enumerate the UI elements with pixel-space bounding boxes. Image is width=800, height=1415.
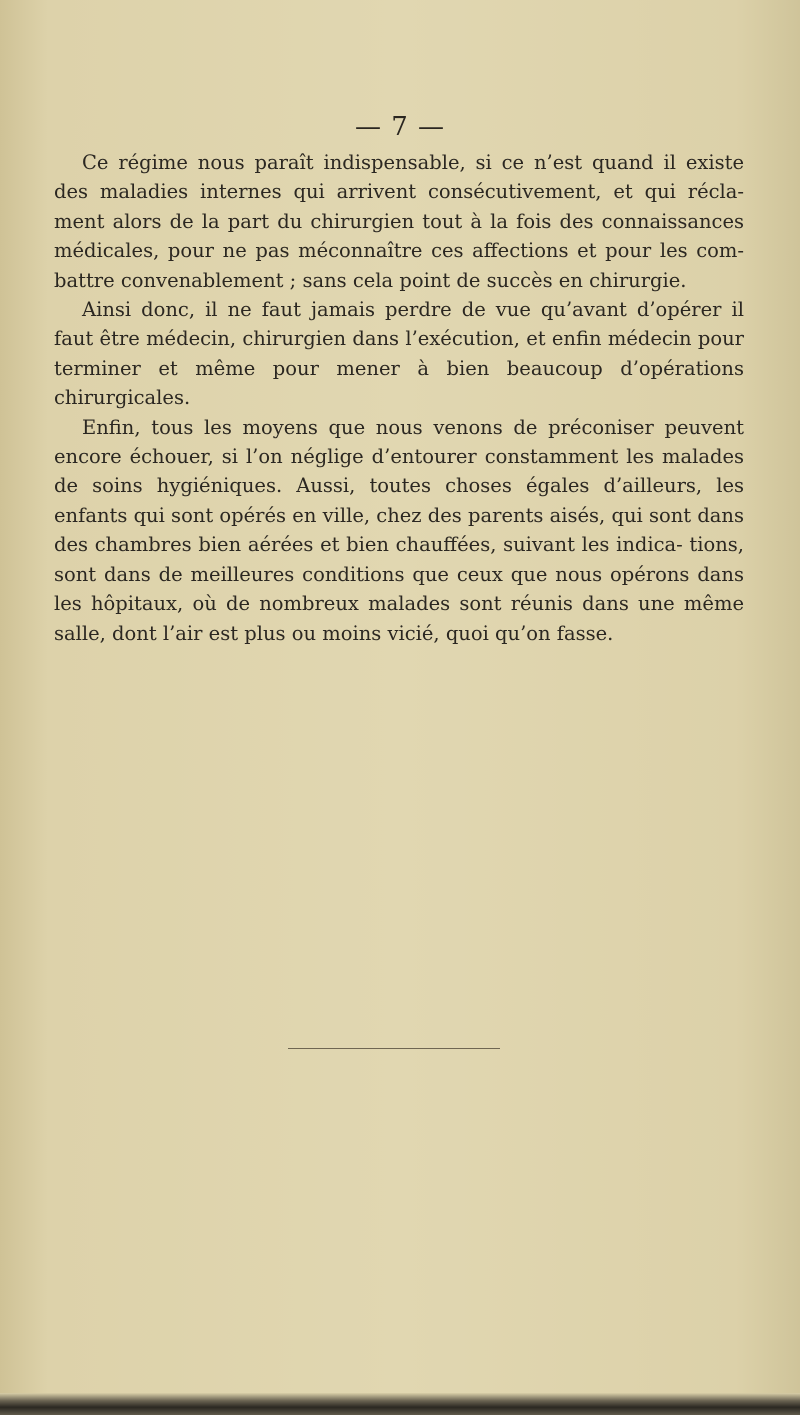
page-edge-shadow xyxy=(0,1393,800,1415)
end-rule xyxy=(288,1048,500,1049)
paragraph-1: Ce régime nous paraît indispensable, si ce n’est quand il existe des maladies internes qui arrivent consécutivement, et qui récla- ment alors de la part du chirurgien tout à la fois des connaissances médicales, pour ne pas méconnaître ces affections et pour les com- battre convenablement ; sans cela point de succès en chirurgie. xyxy=(54,151,744,292)
paragraph-3: Enfin, tous les moyens que nous venons de préconiser peuvent encore échouer, si l’on néglige d’entourer constamment les malades de soins hygiéniques. Aussi, toutes choses égales d’ailleurs, les enfants qui sont opérés en ville, chez des parents aisés, qui sont dans des chambres bien aérées et bien chauffées, suivant les indica- tions, sont dans de meilleures conditions que ceux que nous opérons dans les hôpitaux, où de nombreux malades sont réunis dans une même salle, dont l’air est plus ou moins vicié, quoi qu’on fasse. xyxy=(54,415,744,645)
paragraph-2: Ainsi donc, il ne faut jamais perdre de vue qu’avant d’opérer il faut être médecin, chirurgien dans l’exécution, et enfin médecin pour terminer et même pour mener à bien beaucoup d’opérations chirurgicales. xyxy=(54,298,744,410)
body-text xyxy=(54,148,744,648)
page-number: — 7 — xyxy=(354,112,446,142)
